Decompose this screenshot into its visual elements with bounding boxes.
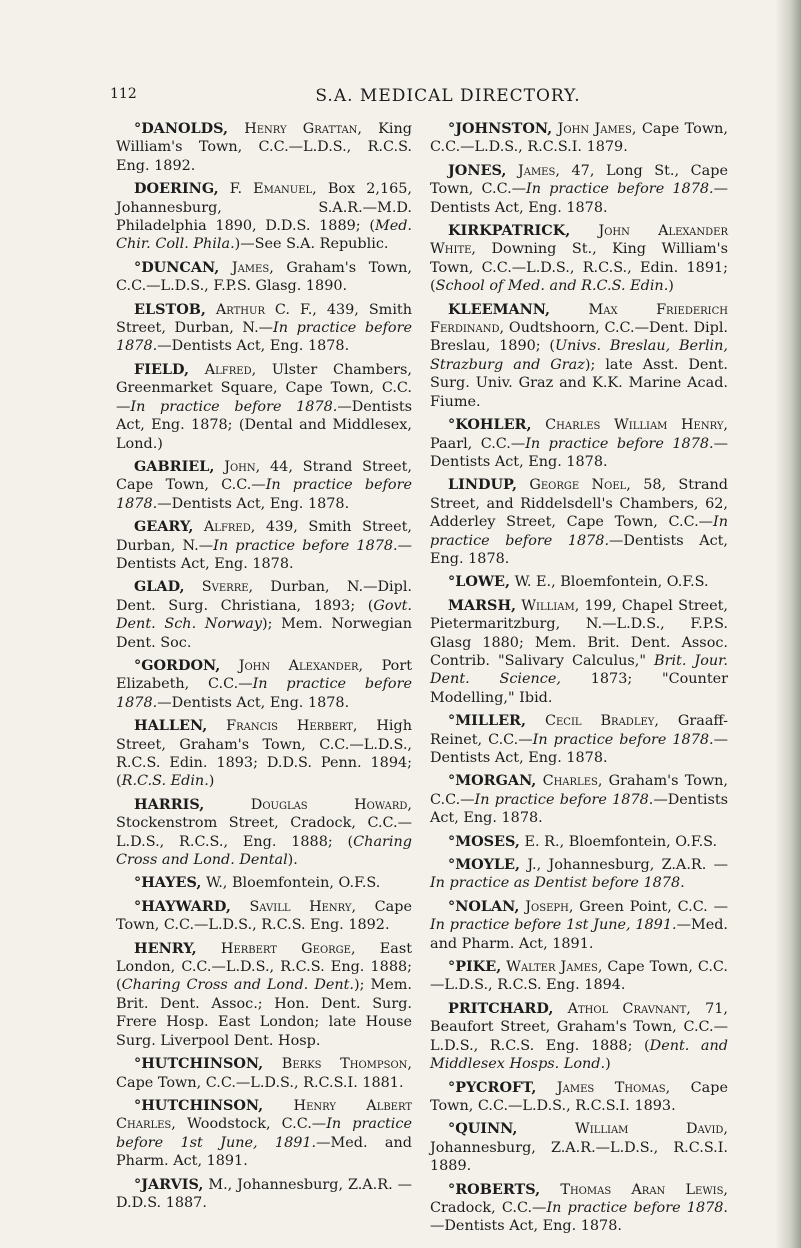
entry-text: Johannesburg, Z.A.R.—L.D.S., R.C.S.I. 1889.: [430, 1139, 728, 1175]
entry-surname: KIRKPATRICK,: [448, 222, 571, 240]
entry-italic-text: In practice before 1878.: [116, 320, 412, 355]
directory-entry: [430, 573, 728, 591]
directory-entry: [430, 1181, 728, 1236]
entry-surname: DOERING,: [134, 180, 219, 198]
entry-given-names: William David,: [574, 1121, 728, 1138]
entry-surname: KLEEMANN,: [448, 300, 551, 318]
entry-text: —Dentists Act, Eng. 1878.: [157, 495, 350, 512]
entry-given-names: Athol Cravnant,: [567, 1000, 691, 1017]
entry-given-names: Alfred,: [203, 519, 256, 536]
entry-surname: MARSH,: [448, 596, 517, 614]
entry-text: ); late Asst. Dent. Surg. Univ. Graz and K.K. Marine Acad. Fiume.: [430, 356, 729, 410]
entry-given-names: Cecil Bradley,: [544, 713, 659, 730]
entry-given-names: James,: [517, 162, 560, 179]
directory-entry: [116, 796, 412, 870]
entry-text: )—See S.A. Republic.: [234, 236, 389, 253]
entry-surname: GABRIEL,: [134, 457, 215, 475]
entry-text: Woodstock, C.C.—: [175, 1116, 327, 1133]
entry-given-names: John Alexander White,: [430, 223, 728, 258]
entry-given-names: Henry Grattan,: [244, 121, 362, 137]
entry-italic-text: Dent. and Middlesex Hosps. Lond.: [430, 1037, 728, 1073]
entry-given-names: Francis Herbert,: [226, 718, 358, 735]
entry-text: Cape Town, C.C.—L.D.S., R.C.S.I. 1893.: [430, 1079, 728, 1114]
entry-text: Cradock, C.C.—: [430, 1199, 547, 1216]
entry-italic-text: In practice before 1878.: [526, 181, 714, 198]
entry-given-names: W.,: [205, 875, 228, 892]
directory-entry: [430, 1120, 728, 1175]
entry-text: —Dentists Act, Eng. 1878.: [430, 791, 728, 827]
directory-entry: [430, 833, 728, 851]
entry-italic-text: In practice before 1878.: [532, 731, 714, 748]
entry-italic-text: In practice before 1st June, 1891.: [430, 917, 677, 934]
entry-text: —Dentists Act, Eng. 1878.: [157, 694, 350, 711]
entry-given-names: George Noel,: [529, 477, 631, 494]
entry-italic-text: Brit. Jour. Dent. Science,: [430, 652, 729, 688]
directory-entry: [430, 898, 728, 953]
entry-text: —Dentists Act, Eng. 1878.: [116, 537, 413, 572]
entry-given-names: E. R.,: [524, 833, 565, 850]
page-edge-shadow: [775, 0, 801, 1248]
directory-entry: [116, 657, 412, 712]
directory-entry: [430, 162, 728, 217]
directory-entry: [116, 458, 412, 513]
entry-given-names: Thomas Aran Lewis,: [560, 1181, 729, 1198]
entry-italic-text: In practice before 1878.: [116, 676, 412, 711]
entry-surname: LINDUP,: [448, 476, 518, 494]
entry-text: Graaff-Reinet, C.C.—: [430, 713, 729, 748]
entry-given-names: William,: [521, 597, 580, 614]
entry-text: Stockenstrom Street, Cradock, C.C.—L.D.S., R.C.S., Eng. 1888; (: [116, 815, 412, 850]
entry-italic-text: In practice before 1878.: [525, 435, 714, 452]
entry-italic-text: In practice before 1878.: [213, 537, 398, 554]
entry-surname: HALLEN,: [134, 717, 208, 735]
entry-italic-text: In practice before 1878.: [116, 477, 412, 512]
entry-surname: GEARY,: [134, 518, 194, 536]
directory-entry: [116, 259, 412, 296]
entry-given-names: John James,: [557, 121, 637, 137]
entry-text: Johannesburg, Z.A.R. —: [541, 857, 728, 874]
running-head: S.A. MEDICAL DIRECTORY.: [315, 86, 581, 106]
entry-surname: ELSTOB,: [134, 300, 206, 318]
entry-given-names: Arthur C. F.,: [215, 301, 317, 318]
entry-text: King William's Town, C.C.—L.D.S., R.C.S. Eng. 1892.: [116, 121, 412, 174]
page-header: [110, 86, 730, 110]
directory-entry: [116, 717, 412, 791]
entry-surname: °PIKE,: [448, 958, 502, 976]
entry-italic-text: In practice before 1878.: [430, 514, 728, 549]
entry-given-names: John,: [224, 458, 261, 475]
entry-text: 439, Smith Street, Durban, N.—: [116, 519, 412, 554]
entry-given-names: Douglas Howard,: [250, 796, 413, 813]
entry-surname: °MORGAN,: [448, 772, 537, 790]
entry-italic-text: Govt. Dent. Sch. Norway: [116, 597, 412, 633]
directory-entry: [116, 874, 412, 892]
entry-given-names: Savill Henry,: [249, 898, 357, 915]
entry-surname: °GORDON,: [134, 656, 221, 674]
entry-surname: HENRY,: [134, 939, 197, 957]
entry-text: 58, Strand Street, and Riddelsdell's Chambers, 62, Adderley Street, Cape Town, C.C.—: [430, 477, 728, 531]
directory-entry: [430, 772, 728, 827]
entry-given-names: Berks Thompson,: [281, 1056, 412, 1073]
entry-given-names: James,: [231, 259, 274, 276]
entry-given-names: F. Emanuel,: [229, 181, 317, 198]
entry-italic-text: In practice before 1st June, 1891.: [116, 1116, 412, 1151]
entry-text: Cape Town, C.C.—L.D.S., R.C.S.I. 1881.: [116, 1074, 404, 1091]
entry-surname: FIELD,: [134, 360, 190, 378]
entry-given-names: Walter James,: [506, 959, 603, 976]
directory-entry: [430, 958, 728, 995]
entry-given-names: Sverre,: [201, 579, 254, 596]
entry-surname: °KOHLER,: [448, 416, 532, 434]
entry-text: —Dentists Act, Eng. 1878.: [430, 1218, 622, 1235]
entry-italic-text: In practice before 1878.: [130, 398, 338, 415]
entry-italic-text: Charing Cross and Lond. Dent.: [121, 977, 354, 994]
entry-surname: °ROBERTS,: [448, 1180, 541, 1198]
directory-entry: [430, 222, 728, 296]
entry-surname: °JOHNSTON,: [448, 120, 553, 137]
entry-given-names: Charles William Henry,: [545, 417, 728, 434]
directory-entry: [116, 940, 412, 1050]
entry-given-names: Charles,: [542, 773, 603, 790]
entry-text: East London, C.C.—L.D.S., R.C.S. Eng. 1888; (: [116, 940, 413, 994]
entry-surname: HARRIS,: [134, 795, 205, 813]
entry-given-names: Joseph,: [525, 898, 574, 915]
entry-text: 199, Chapel Street, Pietermaritzburg, N.—L.D.S., F.P.S. Glasg 1880; Mem. Brit. Dent. Assoc. Contrib. "Salivary Calculus,": [430, 597, 728, 669]
entry-surname: °QUINN,: [448, 1120, 518, 1138]
entry-text: ): [668, 278, 674, 295]
entry-text: Bloemfontein, O.F.S.: [227, 875, 381, 892]
entry-text: —Dentists Act, Eng. 1878.: [157, 338, 350, 355]
entry-text: ); Mem. Norwegian Dent. Soc.: [116, 616, 412, 651]
entry-surname: °HUTCHINSON,: [134, 1096, 264, 1114]
directory-entry: [116, 578, 412, 652]
entry-italic-text: Med. Chir. Coll. Phila.: [116, 218, 412, 253]
directory-entry: [116, 1176, 412, 1213]
entry-surname: °PYCROFT,: [448, 1078, 537, 1096]
entry-text: Bloemfontein, O.F.S.: [555, 574, 709, 591]
entry-text: ): [605, 1056, 611, 1073]
entry-given-names: Herbert George,: [220, 940, 356, 957]
entry-text: —Dentists Act, Eng. 1878.: [430, 181, 728, 216]
entry-given-names: W. E.,: [514, 574, 556, 591]
entry-text: 71, Beaufort Street, Graham's Town, C.C.—L.D.S., R.C.S. Eng. 1888; (: [430, 1000, 728, 1054]
entry-italic-text: In practice as Dentist before 1878.: [430, 875, 685, 892]
entry-italic-text: R.C.S. Edin.: [121, 773, 209, 790]
directory-entry: [430, 1079, 728, 1116]
directory-entry: [116, 518, 412, 573]
entry-text: 44, Strand Street, Cape Town, C.C.—: [116, 458, 413, 494]
entry-text: —Med. and Pharm. Act, 1891.: [430, 917, 728, 952]
entry-text: 47, Long St., Cape Town, C.C.—: [430, 162, 728, 198]
entry-text: Cape Town, C.C.—L.D.S., R.C.S. Eng. 1894.: [430, 959, 728, 994]
entry-surname: GLAD,: [134, 578, 185, 596]
entry-surname: °HAYWARD,: [134, 897, 231, 915]
entry-text: High Street, Graham's Town, C.C.—L.D.S., R.C.S. Edin. 1893; D.D.S. Penn. 1894; (: [116, 718, 412, 790]
entry-surname: °DUNCAN,: [134, 258, 220, 276]
entry-surname: °JARVIS,: [134, 1175, 204, 1193]
entry-text: —Dentists Act, Eng. 1878.: [430, 731, 728, 766]
entry-text: Cape Town, C.C.—L.D.S., R.C.S. Eng. 1892.: [116, 898, 412, 934]
entry-text: ); Mem. Brit. Dent. Assoc.; Hon. Dent. Surg. Frere Hosp. East London; late House Surg. Liverpool Dent. Hosp.: [116, 977, 412, 1049]
directory-entry: [116, 180, 412, 254]
entry-italic-text: School of Med. and R.C.S. Edin.: [435, 278, 669, 295]
entry-text: Downing St., King William's Town, C.C.—L.D.S., R.C.S., Edin. 1891; (: [430, 241, 728, 295]
entry-text: Ulster Chambers, Greenmarket Square, Cape Town, C.C.—: [116, 361, 413, 415]
entry-given-names: Max Friederich Ferdinand,: [430, 301, 728, 337]
entry-text: Green Point, C.C. —: [573, 898, 728, 915]
entry-given-names: M.,: [208, 1176, 233, 1193]
entry-italic-text: Univs. Breslau, Berlin, Strazburg and Graz: [430, 338, 728, 373]
entry-text: 1873; "Counter Modelling," Ibid.: [430, 671, 728, 706]
entry-text: Bloemfontein, O.F.S.: [564, 833, 718, 850]
entry-text: Oudtshoorn, C.C.—Dent. Dipl. Breslau, 1890; (: [430, 320, 728, 355]
directory-entry: [430, 416, 728, 471]
entry-given-names: John Alexander,: [238, 657, 364, 674]
entry-text: ).: [287, 852, 298, 869]
directory-entry: [430, 856, 728, 893]
entry-text: Cape Town, C.C.—L.D.S., R.C.S.I. 1879.: [430, 121, 728, 156]
entry-text: ): [208, 773, 215, 790]
entry-text: Graham's Town, C.C.—: [430, 773, 729, 808]
directory-entry: [430, 120, 728, 157]
entry-surname: °HAYES,: [134, 874, 202, 892]
entry-surname: JONES,: [448, 161, 507, 179]
entry-text: Graham's Town, C.C.—L.D.S., F.P.S. Glasg. 1890.: [116, 259, 412, 295]
directory-entry: [430, 1000, 728, 1074]
directory-entry: [116, 361, 412, 453]
directory-entry: [116, 1097, 412, 1171]
entry-text: Johannesburg, Z.A.R. —D.D.S. 1887.: [116, 1176, 412, 1211]
page-number: 112: [110, 86, 137, 102]
directory-entry: [116, 898, 412, 935]
entry-text: Durban, N.—Dipl. Dent. Surg. Christiana, 1893; (: [116, 579, 413, 614]
entry-surname: PRITCHARD,: [448, 999, 554, 1017]
entry-text: Port Elizabeth, C.C.—: [116, 657, 412, 693]
entry-given-names: J.,: [527, 857, 542, 874]
entry-surname: °LOWE,: [448, 573, 510, 591]
entry-surname: °DANOLDS,: [134, 120, 229, 137]
directory-entry: [116, 120, 412, 175]
entry-text: Box 2,165, Johannesburg, S.A.R.—M.D. Philadelphia 1890, D.D.S. 1889; (: [116, 181, 413, 235]
entry-surname: °NOLAN,: [448, 897, 520, 915]
directory-entry: [430, 301, 728, 411]
entry-surname: °MILLER,: [448, 712, 527, 730]
entry-given-names: James Thomas,: [556, 1079, 671, 1096]
entry-surname: °HUTCHINSON,: [134, 1055, 264, 1073]
entry-surname: °MOSES,: [448, 832, 520, 850]
right-column: [430, 120, 728, 1241]
directory-entry: [116, 1055, 412, 1092]
entry-given-names: Henry Albert Charles,: [116, 1097, 413, 1133]
entry-given-names: Alfred,: [204, 361, 257, 378]
directory-entry: [430, 476, 728, 568]
entry-text: Paarl, C.C.—: [430, 435, 526, 452]
entry-text: —Dentists Act, Eng. 1878; (Dental and Middlesex, Lond.): [116, 398, 412, 452]
left-column: [116, 120, 412, 1217]
directory-entry: [430, 712, 728, 767]
entry-text: —Dentists Act, Eng. 1878.: [430, 435, 728, 470]
entry-italic-text: In practice before 1878.: [546, 1199, 728, 1216]
entry-text: —Med. and Pharm. Act, 1891.: [116, 1134, 412, 1170]
directory-entry: [430, 597, 728, 707]
entry-text: —Dentists Act, Eng. 1878.: [430, 532, 728, 567]
entry-surname: °MOYLE,: [448, 856, 521, 874]
entry-text: 439, Smith Street, Durban, N.—: [116, 301, 412, 337]
directory-entry: [116, 301, 412, 356]
entry-italic-text: Charing Cross and Lond. Dental: [116, 833, 412, 869]
entry-italic-text: In practice before 1878.: [474, 791, 654, 808]
